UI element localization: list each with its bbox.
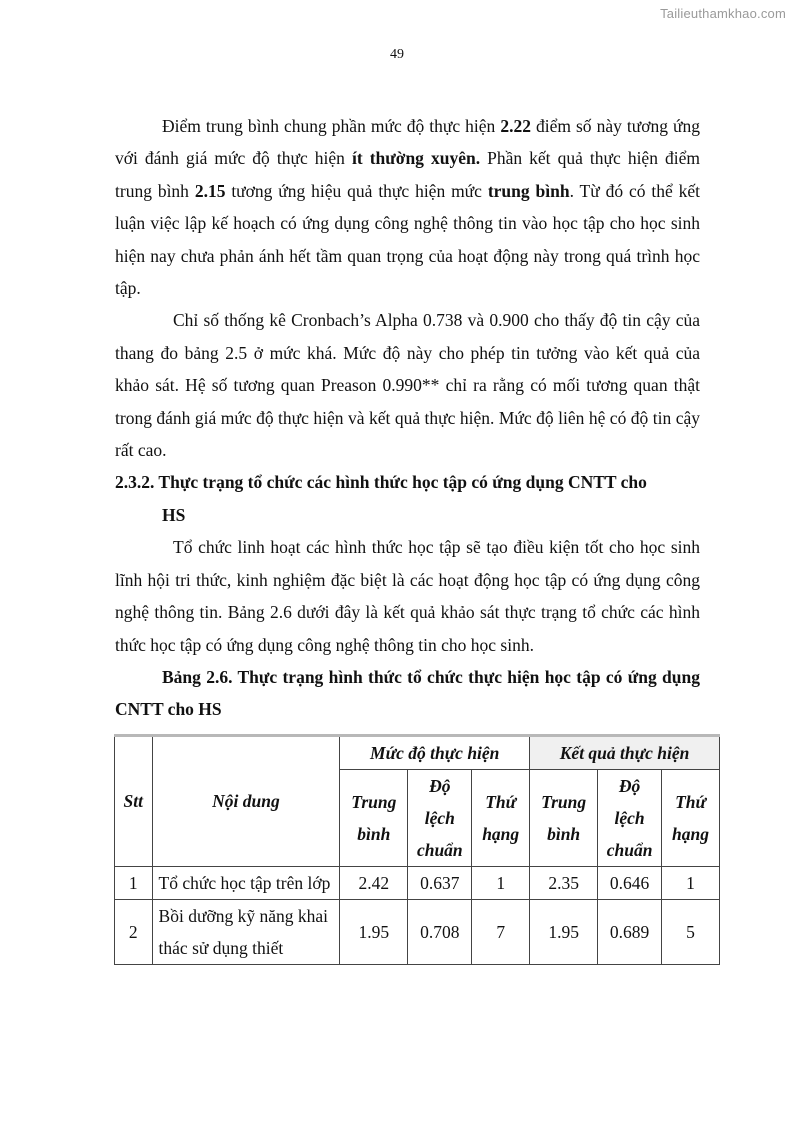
header-rank: Thứ hạng — [662, 769, 720, 866]
cell-std: 0.689 — [598, 899, 662, 964]
text: điểm số này tương ứng với đánh giá mức độ thực hiện — [115, 116, 700, 169]
cell-rank: 1 — [472, 866, 530, 899]
table-row — [115, 866, 720, 899]
text: tương ứng hiệu quả thực hiện mức — [225, 180, 488, 201]
cell-mean: 2.35 — [530, 866, 598, 899]
cell-mean: 2.42 — [340, 866, 408, 899]
paragraph-3: Tổ chức linh hoạt các hình thức học tập sẽ tạo điều kiện tốt cho học sinh lĩnh hội tri thức, kinh nghiệm đặc biệt là các hoạt động học tập có ứng dụng công nghệ thông tin. Bảng 2.6 dưới đây là kết quả khảo sát thực trạng tổ chức các hình thức học tập có ứng dụng công nghệ thông tin cho học sinh. — [115, 537, 700, 655]
heading-line-2: HS — [162, 504, 186, 525]
bold-text: trung bình — [487, 180, 570, 201]
cell-std: 0.646 — [598, 866, 662, 899]
document-body — [115, 110, 710, 965]
header-std: Độ lệch chuẩn — [408, 769, 472, 866]
watermark: Tailieuthamkhao.com — [660, 6, 786, 21]
section-heading — [115, 466, 700, 531]
cell-rank: 7 — [472, 899, 530, 964]
cell-mean: 1.95 — [530, 899, 598, 964]
page-number: 49 — [390, 47, 404, 62]
cell-stt: 2 — [115, 899, 153, 964]
table-caption: Bảng 2.6. Thực trạng hình thức tổ chức thực hiện học tập có ứng dụng CNTT cho HS — [115, 666, 700, 720]
paragraph-2: Chỉ số thống kê Cronbach’s Alpha 0.738 và 0.900 cho thấy độ tin cậy của thang đo bảng 2.5 ở mức khá. Mức độ này cho phép tin tưởng vào kết quả của khảo sát. Hệ số tương quan Preason 0.990** chỉ ra rằng có mối tương quan thật trong đánh giá mức độ thực hiện và kết quả thực hiện. Mức độ liên hệ có độ tin cậy rất cao. — [115, 310, 700, 461]
text: Điểm trung bình chung phần mức độ thực hiện — [162, 116, 501, 136]
cell-mean: 1.95 — [340, 899, 408, 964]
bold-text: 2.15 — [194, 180, 226, 201]
header-mean: Trung bình — [530, 769, 598, 866]
table-row — [115, 899, 720, 964]
cell-content: Tổ chức học tập trên lớp — [152, 866, 340, 899]
text: Phần kết quả thực hiện điểm trung bình — [115, 148, 700, 201]
header-group-implementation: Mức độ thực hiện — [340, 735, 530, 769]
text: . Từ đó có thể kết luận việc lập kế hoạch có ứng dụng công nghệ thông tin vào học tập cho học sinh hiện nay chưa phản ánh hết tầm quan trọng của hoạt động này trong quá trình học tập. — [115, 180, 701, 299]
header-stt: Stt — [115, 735, 153, 866]
header-rank: Thứ hạng — [472, 769, 530, 866]
header-content: Nội dung — [152, 735, 340, 866]
header-mean: Trung bình — [340, 769, 408, 866]
cell-content: Bồi dưỡng kỹ năng khai thác sử dụng thiết — [152, 899, 340, 964]
data-table — [114, 734, 720, 965]
header-group-result: Kết quả thực hiện — [530, 735, 720, 769]
bold-text: 2.22 — [500, 116, 531, 136]
cell-rank: 5 — [662, 899, 720, 964]
heading-line-1: 2.3.2. Thực trạng tổ chức các hình thức học tập có ứng dụng CNTT cho — [115, 472, 647, 493]
cell-rank: 1 — [662, 866, 720, 899]
cell-std: 0.637 — [408, 866, 472, 899]
paragraph-1 — [115, 110, 700, 304]
cell-stt: 1 — [115, 866, 153, 899]
bold-text: ít thường xuyên. — [351, 148, 481, 169]
cell-std: 0.708 — [408, 899, 472, 964]
header-std: Độ lệch chuẩn — [598, 769, 662, 866]
